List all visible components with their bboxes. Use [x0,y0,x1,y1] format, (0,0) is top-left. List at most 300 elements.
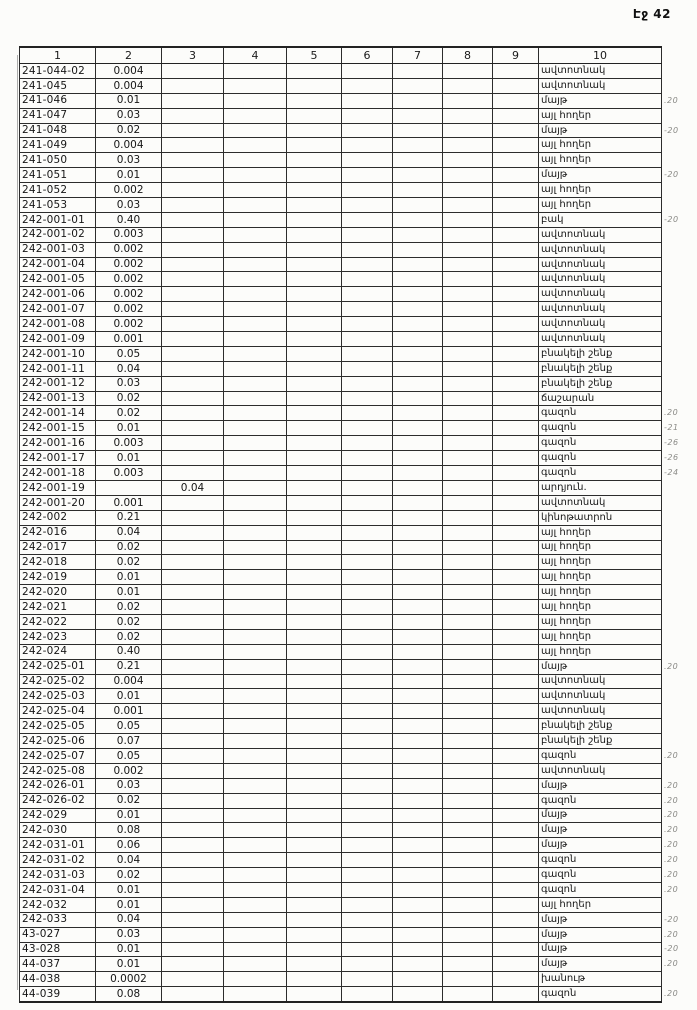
cell-c4 [224,346,287,361]
cell-c7 [393,466,443,481]
cell-c3 [162,212,224,227]
cell-c2: 0.08 [96,823,162,838]
cell-c2: 0.04 [96,853,162,868]
table-row [20,808,696,823]
cell-c7 [393,853,443,868]
cell-c4 [224,168,287,183]
cell-c7 [393,525,443,540]
cell-c3 [162,168,224,183]
cell-c9 [493,823,539,838]
cell-c1: 242-001-16 [20,436,96,451]
cell-c1: 242-025-05 [20,719,96,734]
cell-c8 [443,868,493,883]
cell-c5 [287,198,342,213]
cell-c2: 0.02 [96,793,162,808]
cell-c4 [224,93,287,108]
cell-c5 [287,808,342,823]
cell-c6 [342,748,393,763]
margin-pencil-mark [662,674,696,689]
cell-c9 [493,183,539,198]
cell-c6 [342,823,393,838]
cell-c5 [287,78,342,93]
cell-c9 [493,123,539,138]
cell-c6 [342,570,393,585]
cell-c2: 0.21 [96,510,162,525]
table-row [20,138,696,153]
cell-c1: 241-049 [20,138,96,153]
cell-c5 [287,287,342,302]
cell-c5 [287,644,342,659]
cell-c5 [287,778,342,793]
cell-c9 [493,987,539,1002]
cell-c7 [393,659,443,674]
cell-c10: ավտոտնակ [539,257,662,272]
cell-c5 [287,853,342,868]
cell-c7 [393,212,443,227]
cell-c3 [162,183,224,198]
cell-c8 [443,272,493,287]
cell-c5 [287,93,342,108]
cell-c4 [224,823,287,838]
cell-c6 [342,466,393,481]
cell-c10: մայթ [539,912,662,927]
margin-pencil-mark: -20 [664,125,679,135]
cell-c10: գազոն [539,466,662,481]
cell-c10: գազոն [539,451,662,466]
margin-pencil-mark [662,391,696,406]
cell-c8 [443,629,493,644]
cell-c1: 242-020 [20,585,96,600]
cell-c4 [224,317,287,332]
cell-c8 [443,704,493,719]
cell-c9 [493,480,539,495]
cell-c10: ավտոտնակ [539,302,662,317]
table-row [20,495,696,510]
cell-c5 [287,227,342,242]
cell-c7 [393,674,443,689]
column-header-1: 1 [20,47,96,64]
column-header-7: 7 [393,47,443,64]
cell-c1: 242-002 [20,510,96,525]
cell-c1: 242-017 [20,540,96,555]
table-body [20,64,696,1003]
cell-c4 [224,987,287,1002]
cell-c9 [493,585,539,600]
cell-c5 [287,183,342,198]
cell-c7 [393,480,443,495]
cell-c5 [287,689,342,704]
table-row [20,212,696,227]
cell-c8 [443,897,493,912]
margin-pencil-mark [662,302,696,317]
cell-c8 [443,674,493,689]
cell-c7 [393,376,443,391]
cell-c2: 0.03 [96,198,162,213]
cell-c9 [493,346,539,361]
cell-c10: մայթ [539,823,662,838]
cell-c8 [443,93,493,108]
margin-pencil-mark [662,689,696,704]
margin-pencil-mark: -20 [664,914,679,924]
margin-pencil-mark [662,734,696,749]
margin-pencil-mark: .20 [664,989,679,999]
cell-c7 [393,391,443,406]
cell-c8 [443,361,493,376]
cell-c8 [443,659,493,674]
cell-c9 [493,853,539,868]
cell-c8 [443,972,493,987]
cell-c8 [443,585,493,600]
cell-c2: 0.002 [96,317,162,332]
cell-c5 [287,927,342,942]
cell-c3 [162,421,224,436]
cell-c3 [162,838,224,853]
cell-c3 [162,93,224,108]
cell-c2: 0.02 [96,614,162,629]
cell-c6 [342,972,393,987]
cell-c3 [162,689,224,704]
cell-c6 [342,168,393,183]
cell-c9 [493,659,539,674]
cell-c8 [443,763,493,778]
cell-c9 [493,570,539,585]
cell-c9 [493,466,539,481]
cell-c8 [443,257,493,272]
cell-c9 [493,495,539,510]
cell-c10: բնակելի շենք [539,346,662,361]
margin-pencil-mark [662,108,696,123]
margin-pencil-mark: .20 [664,408,679,418]
cell-c6 [342,64,393,79]
margin-pencil-mark [662,346,696,361]
cell-c4 [224,972,287,987]
cell-c9 [493,897,539,912]
cell-c3 [162,704,224,719]
margin-pencil-mark [662,644,696,659]
cell-c4 [224,183,287,198]
cell-c7 [393,987,443,1002]
cell-c10: գազոն [539,987,662,1002]
cell-c2: 0.05 [96,748,162,763]
cell-c2: 0.03 [96,376,162,391]
cell-c10: ավտոտնակ [539,763,662,778]
cell-c4 [224,451,287,466]
cell-c1: 242-030 [20,823,96,838]
table-row [20,406,696,421]
cell-c7 [393,78,443,93]
cell-c2: 0.002 [96,183,162,198]
cell-c4 [224,64,287,79]
margin-pencil-mark [662,332,696,347]
cell-c10: ավտոտնակ [539,689,662,704]
cell-c9 [493,614,539,629]
cell-c7 [393,242,443,257]
table-row [20,480,696,495]
cell-c6 [342,123,393,138]
cell-c2: 0.03 [96,778,162,793]
cell-c6 [342,421,393,436]
cell-c9 [493,555,539,570]
cell-c6 [342,361,393,376]
cell-c3 [162,525,224,540]
cell-c10: արդյուն. [539,480,662,495]
cell-c10: ճաշարան [539,391,662,406]
cell-c6 [342,987,393,1002]
cell-c7 [393,912,443,927]
cell-c5 [287,912,342,927]
cell-c8 [443,376,493,391]
margin-pencil-mark [662,525,696,540]
cell-c7 [393,93,443,108]
cell-c1: 242-021 [20,600,96,615]
cell-c2: 0.002 [96,302,162,317]
margin-pencil-mark: .20 [664,95,679,105]
cell-c3 [162,882,224,897]
cell-c3 [162,659,224,674]
cell-c10: բնակելի շենք [539,734,662,749]
table-row [20,466,696,481]
cell-c4 [224,287,287,302]
cell-c5 [287,421,342,436]
cell-c2: 0.01 [96,451,162,466]
cell-c9 [493,629,539,644]
margin-pencil-mark [662,972,696,987]
cell-c7 [393,897,443,912]
cell-c1: 43-027 [20,927,96,942]
cell-c4 [224,138,287,153]
table-row [20,912,696,927]
cell-c1: 44-039 [20,987,96,1002]
cell-c9 [493,198,539,213]
cell-c7 [393,793,443,808]
cell-c8 [443,793,493,808]
table-row [20,421,696,436]
cell-c3 [162,198,224,213]
cell-c2: 0.003 [96,466,162,481]
margin-pencil-mark: .20 [664,855,679,865]
table-row [20,317,696,332]
cell-c6 [342,227,393,242]
cell-c8 [443,78,493,93]
cell-c9 [493,689,539,704]
cell-c10: այլ հողեր [539,570,662,585]
table-row [20,198,696,213]
cell-c2: 0.02 [96,555,162,570]
cell-c2: 0.21 [96,659,162,674]
cell-c10: այլ հողեր [539,525,662,540]
cell-c7 [393,332,443,347]
cell-c6 [342,853,393,868]
cell-c1: 241-046 [20,93,96,108]
column-header-6: 6 [342,47,393,64]
cell-c5 [287,629,342,644]
cell-c5 [287,734,342,749]
cell-c6 [342,451,393,466]
table-row [20,614,696,629]
table-row [20,287,696,302]
cell-c5 [287,168,342,183]
cell-c8 [443,644,493,659]
cell-c6 [342,153,393,168]
cell-c5 [287,897,342,912]
cell-c6 [342,719,393,734]
cell-c2: 0.04 [96,525,162,540]
cell-c1: 242-031-03 [20,868,96,883]
cell-c3 [162,361,224,376]
cell-c8 [443,391,493,406]
table-row [20,882,696,897]
cell-c5 [287,555,342,570]
margin-pencil-mark [662,719,696,734]
cell-c5 [287,317,342,332]
cell-c8 [443,346,493,361]
margin-pencil-mark [662,183,696,198]
cell-c7 [393,64,443,79]
cell-c9 [493,212,539,227]
cell-c1: 242-018 [20,555,96,570]
cell-c8 [443,525,493,540]
cell-c2: 0.01 [96,942,162,957]
cell-c9 [493,421,539,436]
table-row [20,838,696,853]
cell-c3: 0.04 [162,480,224,495]
cell-c7 [393,302,443,317]
cell-c7 [393,808,443,823]
cell-c1: 242-001-05 [20,272,96,287]
cell-c4 [224,942,287,957]
margin-pencil-mark [662,138,696,153]
table-row [20,153,696,168]
cell-c4 [224,897,287,912]
cell-c6 [342,763,393,778]
cell-c9 [493,972,539,987]
table-row [20,361,696,376]
cell-c3 [162,793,224,808]
cell-c3 [162,734,224,749]
cell-c9 [493,168,539,183]
cell-c9 [493,317,539,332]
cell-c10: խանութ [539,972,662,987]
table-row [20,734,696,749]
cell-c2: 0.002 [96,242,162,257]
cell-c4 [224,763,287,778]
cell-c6 [342,317,393,332]
cell-c8 [443,332,493,347]
cell-c8 [443,912,493,927]
cell-c7 [393,495,443,510]
cell-c10: ավտոտնակ [539,332,662,347]
table-row [20,555,696,570]
cell-c7 [393,540,443,555]
cell-c7 [393,600,443,615]
cell-c5 [287,659,342,674]
cell-c6 [342,882,393,897]
cell-c7 [393,168,443,183]
cell-c1: 242-032 [20,897,96,912]
cell-c10: մայթ [539,168,662,183]
cell-c4 [224,108,287,123]
cell-c6 [342,198,393,213]
table-row [20,659,696,674]
cell-c4 [224,748,287,763]
cell-c8 [443,436,493,451]
cell-c9 [493,138,539,153]
cell-c2: 0.02 [96,600,162,615]
cell-c4 [224,123,287,138]
table-row [20,123,696,138]
margin-pencil-mark [662,629,696,644]
cell-c8 [443,600,493,615]
cell-c7 [393,287,443,302]
cell-c6 [342,257,393,272]
cell-c10: այլ հողեր [539,585,662,600]
cell-c2: 0.04 [96,912,162,927]
table-row [20,64,696,79]
cell-c3 [162,600,224,615]
cell-c1: 242-025-04 [20,704,96,719]
cell-c1: 242-023 [20,629,96,644]
cell-c5 [287,882,342,897]
cell-c10: գազոն [539,748,662,763]
margin-pencil-mark [662,317,696,332]
cell-c9 [493,93,539,108]
cell-c2: 0.01 [96,93,162,108]
cell-c10: այլ հողեր [539,555,662,570]
cell-c10: մայթ [539,942,662,957]
cell-c3 [162,332,224,347]
cell-c4 [224,272,287,287]
cell-c4 [224,78,287,93]
table-row [20,78,696,93]
margin-pencil-mark: .20 [664,884,679,894]
cell-c5 [287,436,342,451]
cell-c4 [224,257,287,272]
cell-c6 [342,183,393,198]
cell-c10: գազոն [539,436,662,451]
cell-c9 [493,436,539,451]
cell-c2: 0.06 [96,838,162,853]
margin-pencil-mark [662,78,696,93]
cell-c8 [443,748,493,763]
cell-c6 [342,778,393,793]
table-row [20,719,696,734]
cell-c1: 241-053 [20,198,96,213]
table-row [20,793,696,808]
cell-c8 [443,168,493,183]
cell-c8 [443,242,493,257]
cell-c1: 242-001-11 [20,361,96,376]
cell-c6 [342,912,393,927]
table-row [20,704,696,719]
cell-c1: 242-001-17 [20,451,96,466]
cell-c3 [162,108,224,123]
cell-c2: 0.01 [96,882,162,897]
cell-c9 [493,957,539,972]
cell-c5 [287,257,342,272]
cell-c10: ավտոտնակ [539,272,662,287]
cell-c2: 0.01 [96,570,162,585]
cell-c6 [342,734,393,749]
cell-c10: այլ հողեր [539,183,662,198]
cell-c4 [224,555,287,570]
table-row [20,778,696,793]
cell-c4 [224,659,287,674]
cell-c6 [342,942,393,957]
cell-c10: մայթ [539,778,662,793]
cell-c1: 242-025-08 [20,763,96,778]
cell-c6 [342,272,393,287]
table-row [20,957,696,972]
